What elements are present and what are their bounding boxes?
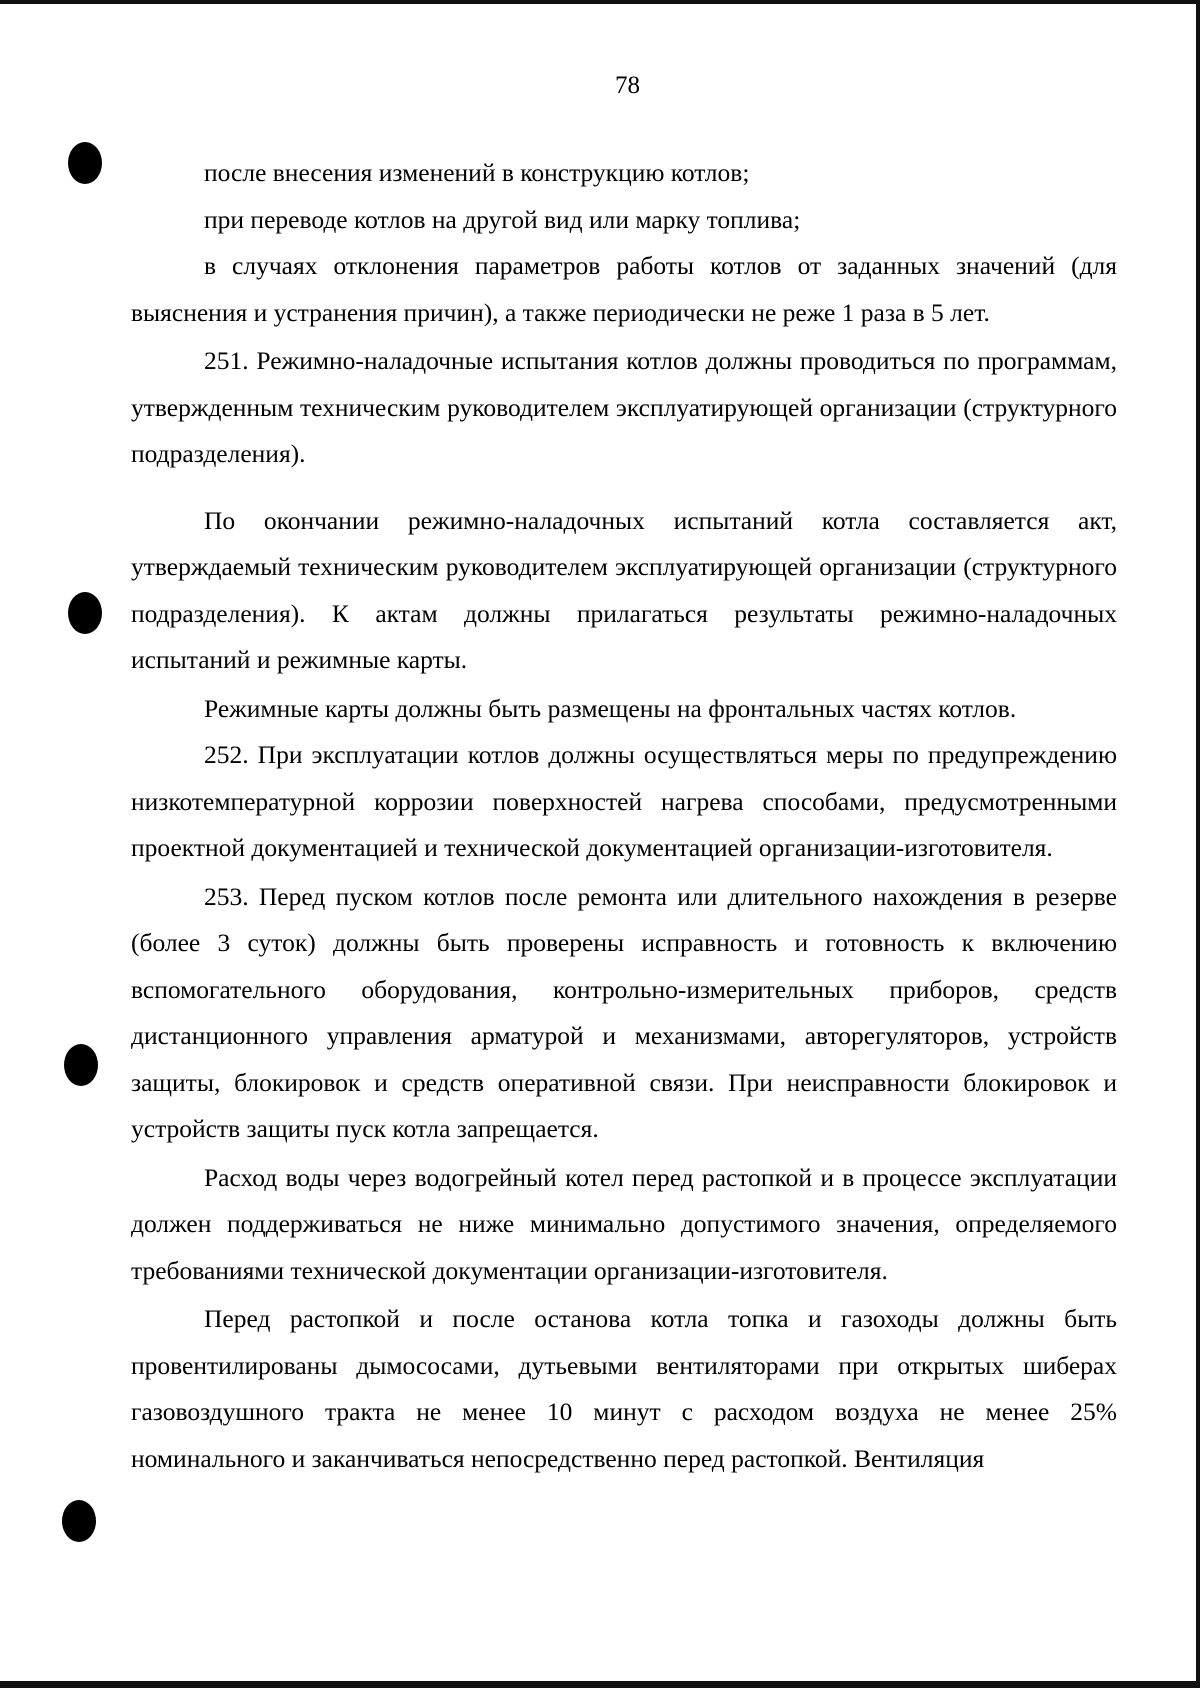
paragraph: после внесения изменений в конструкцию котлов; [204, 158, 750, 187]
punch-hole-mark [64, 1044, 98, 1086]
paragraph: По окончании режимно-наладочных испытаний котла составляется акт, утверждаемый техническим руководителем эксплуатирующей организации (структурного подразделения). К актам должны прилагаться результаты режимно-наладочных испытаний и режимные карты. [131, 505, 1117, 674]
document-body [131, 150, 1117, 1482]
punch-hole-mark [68, 592, 102, 634]
paragraph: Перед растопкой и после останова котла топка и газоходы должны быть провентилированы дымососами, дутьевыми вентиляторами при открытых шиберах газовоздушного тракта не менее 10 минут с расходом воздуха не менее 25% номинального и заканчиваться непосредственно перед растопкой. Вентиляция [131, 1304, 1117, 1473]
punch-hole-mark [62, 1500, 96, 1542]
paragraph: 253. Перед пуском котлов после ремонта или длительного нахождения в резерве (более 3 суток) должны быть проверены исправность и готовность к включению вспомогательного оборудования, контрольно-измерительных приборов, средств дистанционного управления арматурой и механизмами, авторегуляторов, устройств защиты, блокировок и средств оперативной связи. При неисправности блокировок и устройств защиты пуск котла запрещается. [131, 881, 1117, 1143]
paragraph: 251. Режимно-наладочные испытания котлов должны проводиться по программам, утвержденным техническим руководителем эксплуатирующей организации (структурного подразделения). [131, 346, 1117, 468]
paragraph: при переводе котлов на другой вид или марку топлива; [204, 204, 801, 234]
scan-border-bottom [0, 1681, 1200, 1688]
paragraph: Режимные карты должны быть размещены на фронтальных частях котлов. [204, 693, 1017, 723]
scan-border-top [0, 0, 1200, 4]
paragraph: в случаях отклонения параметров работы котлов от заданных значений (для выяснения и устранения причин), а также периодически не реже 1 раза в 5 лет. [131, 251, 1117, 327]
scan-border-right [1196, 0, 1200, 1688]
paragraph: 252. При эксплуатации котлов должны осуществляться меры по предупреждению низкотемпературной коррозии поверхностей нагрева способами, предусмотренными проектной документацией и технической документацией организации-изготовителя. [131, 740, 1117, 862]
punch-hole-mark [68, 142, 102, 184]
paragraph: Расход воды через водогрейный котел перед растопкой и в процессе эксплуатации должен поддерживаться не ниже минимально допустимого значения, определяемого требованиями технической документации организации-изготовителя. [131, 1162, 1117, 1285]
page-number: 78 [615, 72, 640, 99]
